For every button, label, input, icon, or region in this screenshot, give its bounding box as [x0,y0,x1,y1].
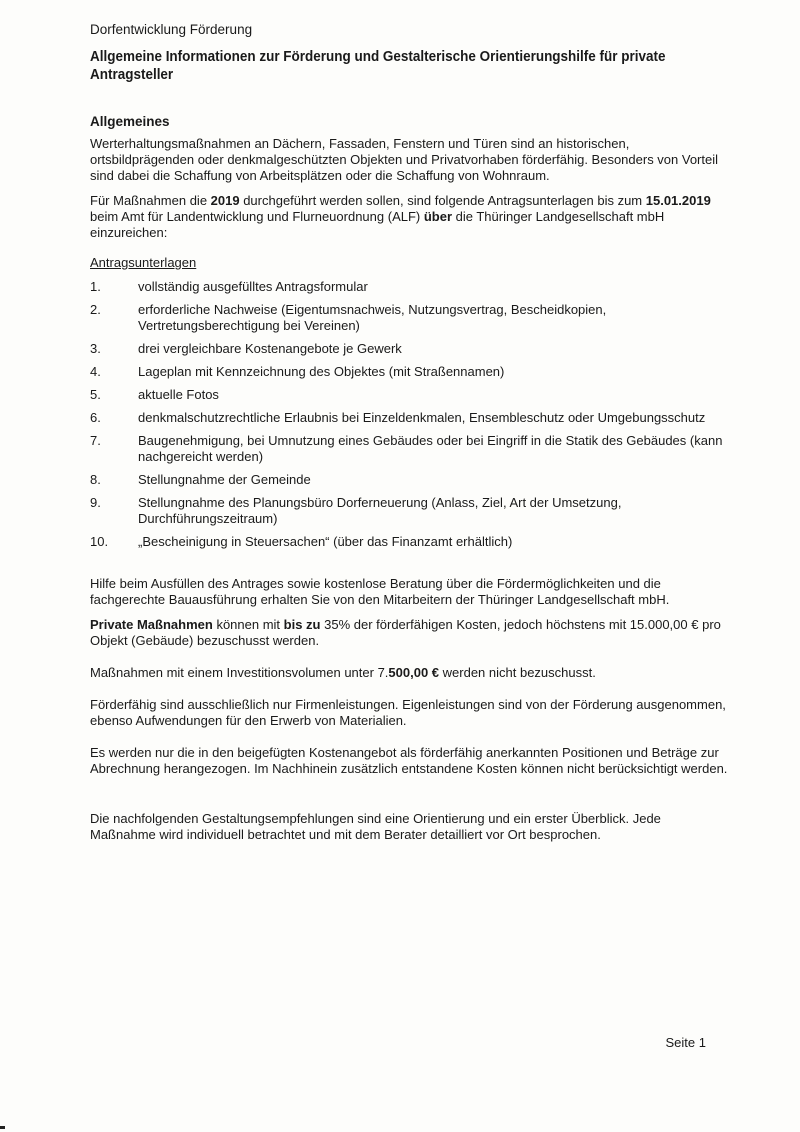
scan-mark [0,1126,5,1129]
paragraph-deadline [90,193,730,241]
list-item [90,534,730,550]
list-number: 3. [90,341,101,356]
over-highlight: über [423,209,453,224]
list-item [90,364,730,380]
list-item [90,410,730,426]
document-title: Allgemeine Informationen zur Förderung und Gestalterische Orientierungshilfe für private Antragsteller [90,49,666,83]
list-text: Lageplan mit Kennzeichnung des Objektes (mit Straßennamen) [138,364,505,379]
section-heading-general: Allgemeines [90,114,170,129]
list-text: Stellungnahme der Gemeinde [138,472,311,487]
list-item [90,433,730,465]
list-number: 1. [90,279,101,294]
list-item [90,495,730,527]
text-segment: Für Maßnahmen die [90,193,211,208]
text-segment: Maßnahmen mit einem Investitionsvolumen unter 7. [90,665,389,680]
list-text: Stellungnahme des Planungsbüro Dorferneuerung (Anlass, Ziel, Art der Umsetzung, Durchführungszeitraum) [138,495,622,526]
text-segment: die Thüringer Landgesellschaft mbH einzureichen: [90,209,665,240]
year-highlight: 2019 [210,193,240,208]
paragraph-cost-positions: Es werden nur die in den beigefügten Kostenangebot als förderfähig anerkannten Positionen und Beträge zur Abrechnung herangezogen. Im Nachhinein zusätzlich entstandene Kosten können nicht berücksichtigt werden. [90,745,728,776]
list-number: 10. [90,534,109,549]
list-number: 6. [90,410,101,425]
minimum-amount: 500,00 € [388,665,440,680]
list-item [90,472,730,488]
document-page [90,22,730,852]
text-segment: durchgeführt werden sollen, sind folgende Antragsunterlagen bis zum [239,193,646,208]
list-number: 8. [90,472,101,487]
paragraph-help: Hilfe beim Ausfüllen des Antrages sowie kostenlose Beratung über die Fördermöglichkeiten und die fachgerechte Bauausführung erhalten Sie von den Mitarbeitern der Thüringer Landgesellschaft mbH. [90,576,670,607]
paragraph-private-measures [90,617,730,649]
list-text: drei vergleichbare Kostenangebote je Gewerk [138,341,402,356]
paragraph-general: Werterhaltungsmaßnahmen an Dächern, Fassaden, Fenstern und Türen sind an historischen, ortsbildprägenden oder denkmalgeschützten Objekten und Privatvorhaben förderfähig. Besonders von Vorteil sind dabei die Schaffung von Arbeitsplätzen oder die Schaffung von Wohnraum. [90,136,719,183]
list-number: 5. [90,387,101,402]
list-item [90,341,730,357]
list-number: 2. [90,302,101,317]
list-number: 7. [90,433,101,448]
up-to-label: bis zu [283,617,321,632]
text-segment: können mit [212,617,284,632]
list-text: Baugenehmigung, bei Umnutzung eines Gebäudes oder bei Eingriff in die Statik des Gebäudes (kann nachgereicht werden) [138,433,723,464]
private-measures-label: Private Maßnahmen [90,617,213,632]
text-segment: 35% der förderfähigen Kosten, jedoch höchstens mit 15.000,00 € pro Objekt (Gebäude) bezuschusst werden. [90,617,721,648]
list-item [90,279,730,295]
deadline-date: 15.01.2019 [645,193,711,208]
list-number: 4. [90,364,101,379]
page-number: Seite 1 [665,1035,706,1050]
text-segment: beim Amt für Landentwicklung und Flurneuordnung (ALF) [90,209,424,224]
list-item [90,302,730,334]
list-text: erforderliche Nachweise (Eigentumsnachweis, Nutzungsvertrag, Bescheidkopien, Vertretungsberechtigung bei Vereinen) [138,302,607,333]
paragraph-recommendations: Die nachfolgenden Gestaltungsempfehlungen sind eine Orientierung und ein erster Überblick. Jede Maßnahme wird individuell betrachtet und mit dem Berater detailliert vor Ort besprochen. [90,811,661,842]
paragraph-company-services: Förderfähig sind ausschließlich nur Firmenleistungen. Eigenleistungen sind von der Förderung ausgenommen, ebenso Aufwendungen für den Erwerb von Materialien. [90,697,726,728]
section-heading-documents: Antragsunterlagen [90,255,197,270]
document-list [90,279,730,550]
paragraph-minimum-volume [90,665,730,681]
list-text: vollständig ausgefülltes Antragsformular [138,279,368,294]
list-text: denkmalschutzrechtliche Erlaubnis bei Einzeldenkmalen, Ensembleschutz oder Umgebungsschutz [138,410,706,425]
list-item [90,387,730,403]
text-segment: werden nicht bezuschusst. [439,665,596,680]
list-text: aktuelle Fotos [138,387,219,402]
list-number: 9. [90,495,101,510]
list-text: „Bescheinigung in Steuersachen“ (über das Finanzamt erhältlich) [138,534,513,549]
document-header: Dorfentwicklung Förderung [90,22,253,37]
